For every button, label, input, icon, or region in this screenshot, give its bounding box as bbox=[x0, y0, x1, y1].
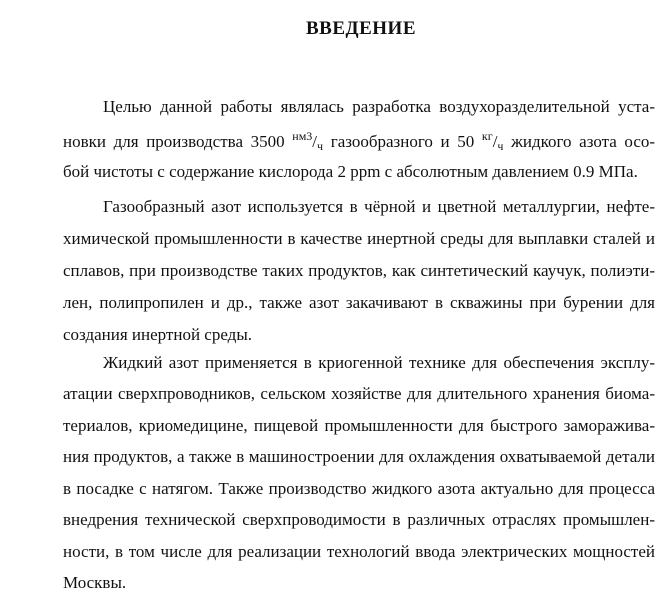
paragraph-2-line-5: создания инертной среды. bbox=[63, 325, 252, 344]
paragraph-1-line-3: бой чистоты с содержание кислорода 2 ppm с абсолютным давлением 0.9 МПа. bbox=[63, 162, 638, 181]
paragraph-2-line-3: сплавов, при производстве таких продуктов, как синтетический каучук, полиэти- bbox=[63, 261, 655, 280]
unit1-numerator: нм bbox=[292, 129, 307, 143]
paragraph-3-line-3: териалов, криомедицине, пищевой промышленности для быстрого заморажива- bbox=[63, 416, 655, 435]
unit1-exponent: 3 bbox=[306, 129, 313, 143]
line-2-prefix: новки для производства 3500 bbox=[63, 132, 285, 151]
unit-nm3-per-hour: $^{нм3}/_ч$ bbox=[292, 129, 324, 153]
paragraph-2-line-1: Газообразный азот используется в чёрной и цветной металлургии, нефте- bbox=[103, 197, 655, 216]
unit2-denominator: ч bbox=[497, 139, 504, 153]
paragraph-1-line-1: Целью данной работы являлась разработка воздухоразделительной уста- bbox=[103, 97, 655, 116]
page-title: ВВЕДЕНИЕ bbox=[306, 18, 416, 39]
line-2-middle: газообразного и 50 bbox=[330, 132, 475, 151]
paragraph-3-line-4: ния продуктов, а также в машиностроении для охлаждения охватываемой детали bbox=[63, 447, 655, 466]
line-2-suffix: жидкого азота осо- bbox=[511, 132, 656, 151]
paragraph-3-line-5: в посадке с натягом. Также производство жидкого азота актуально для процесса bbox=[63, 479, 655, 498]
paragraph-3-line-8: Москвы. bbox=[63, 573, 127, 592]
paragraph-3-line-7: ности, в том числе для реализации технологий ввода электрических мощностей bbox=[63, 542, 655, 561]
paragraph-3-line-6: внедрения технической сверхпроводимости в различных отраслях промышлен- bbox=[63, 510, 655, 529]
paragraph-2-line-2: химической промышленности в качестве инертной среды для выплавки сталей и bbox=[63, 229, 655, 248]
paragraph-2-line-4: лен, полипропилен и др., также азот закачивают в скважины при бурении для bbox=[63, 293, 655, 312]
unit1-denominator: ч bbox=[317, 139, 324, 153]
paragraph-1-line-2 bbox=[63, 129, 656, 153]
unit2-numerator: кг bbox=[481, 129, 493, 143]
paragraph-3-line-2: атации сверхпроводников, сельском хозяйстве для длительного хранения биома- bbox=[63, 384, 655, 403]
unit-kg-per-hour: $^{кг}/_ч$ bbox=[481, 129, 504, 153]
paragraph-3-line-1: Жидкий азот применяется в криогенной технике для обеспечения эксплу- bbox=[103, 353, 655, 372]
